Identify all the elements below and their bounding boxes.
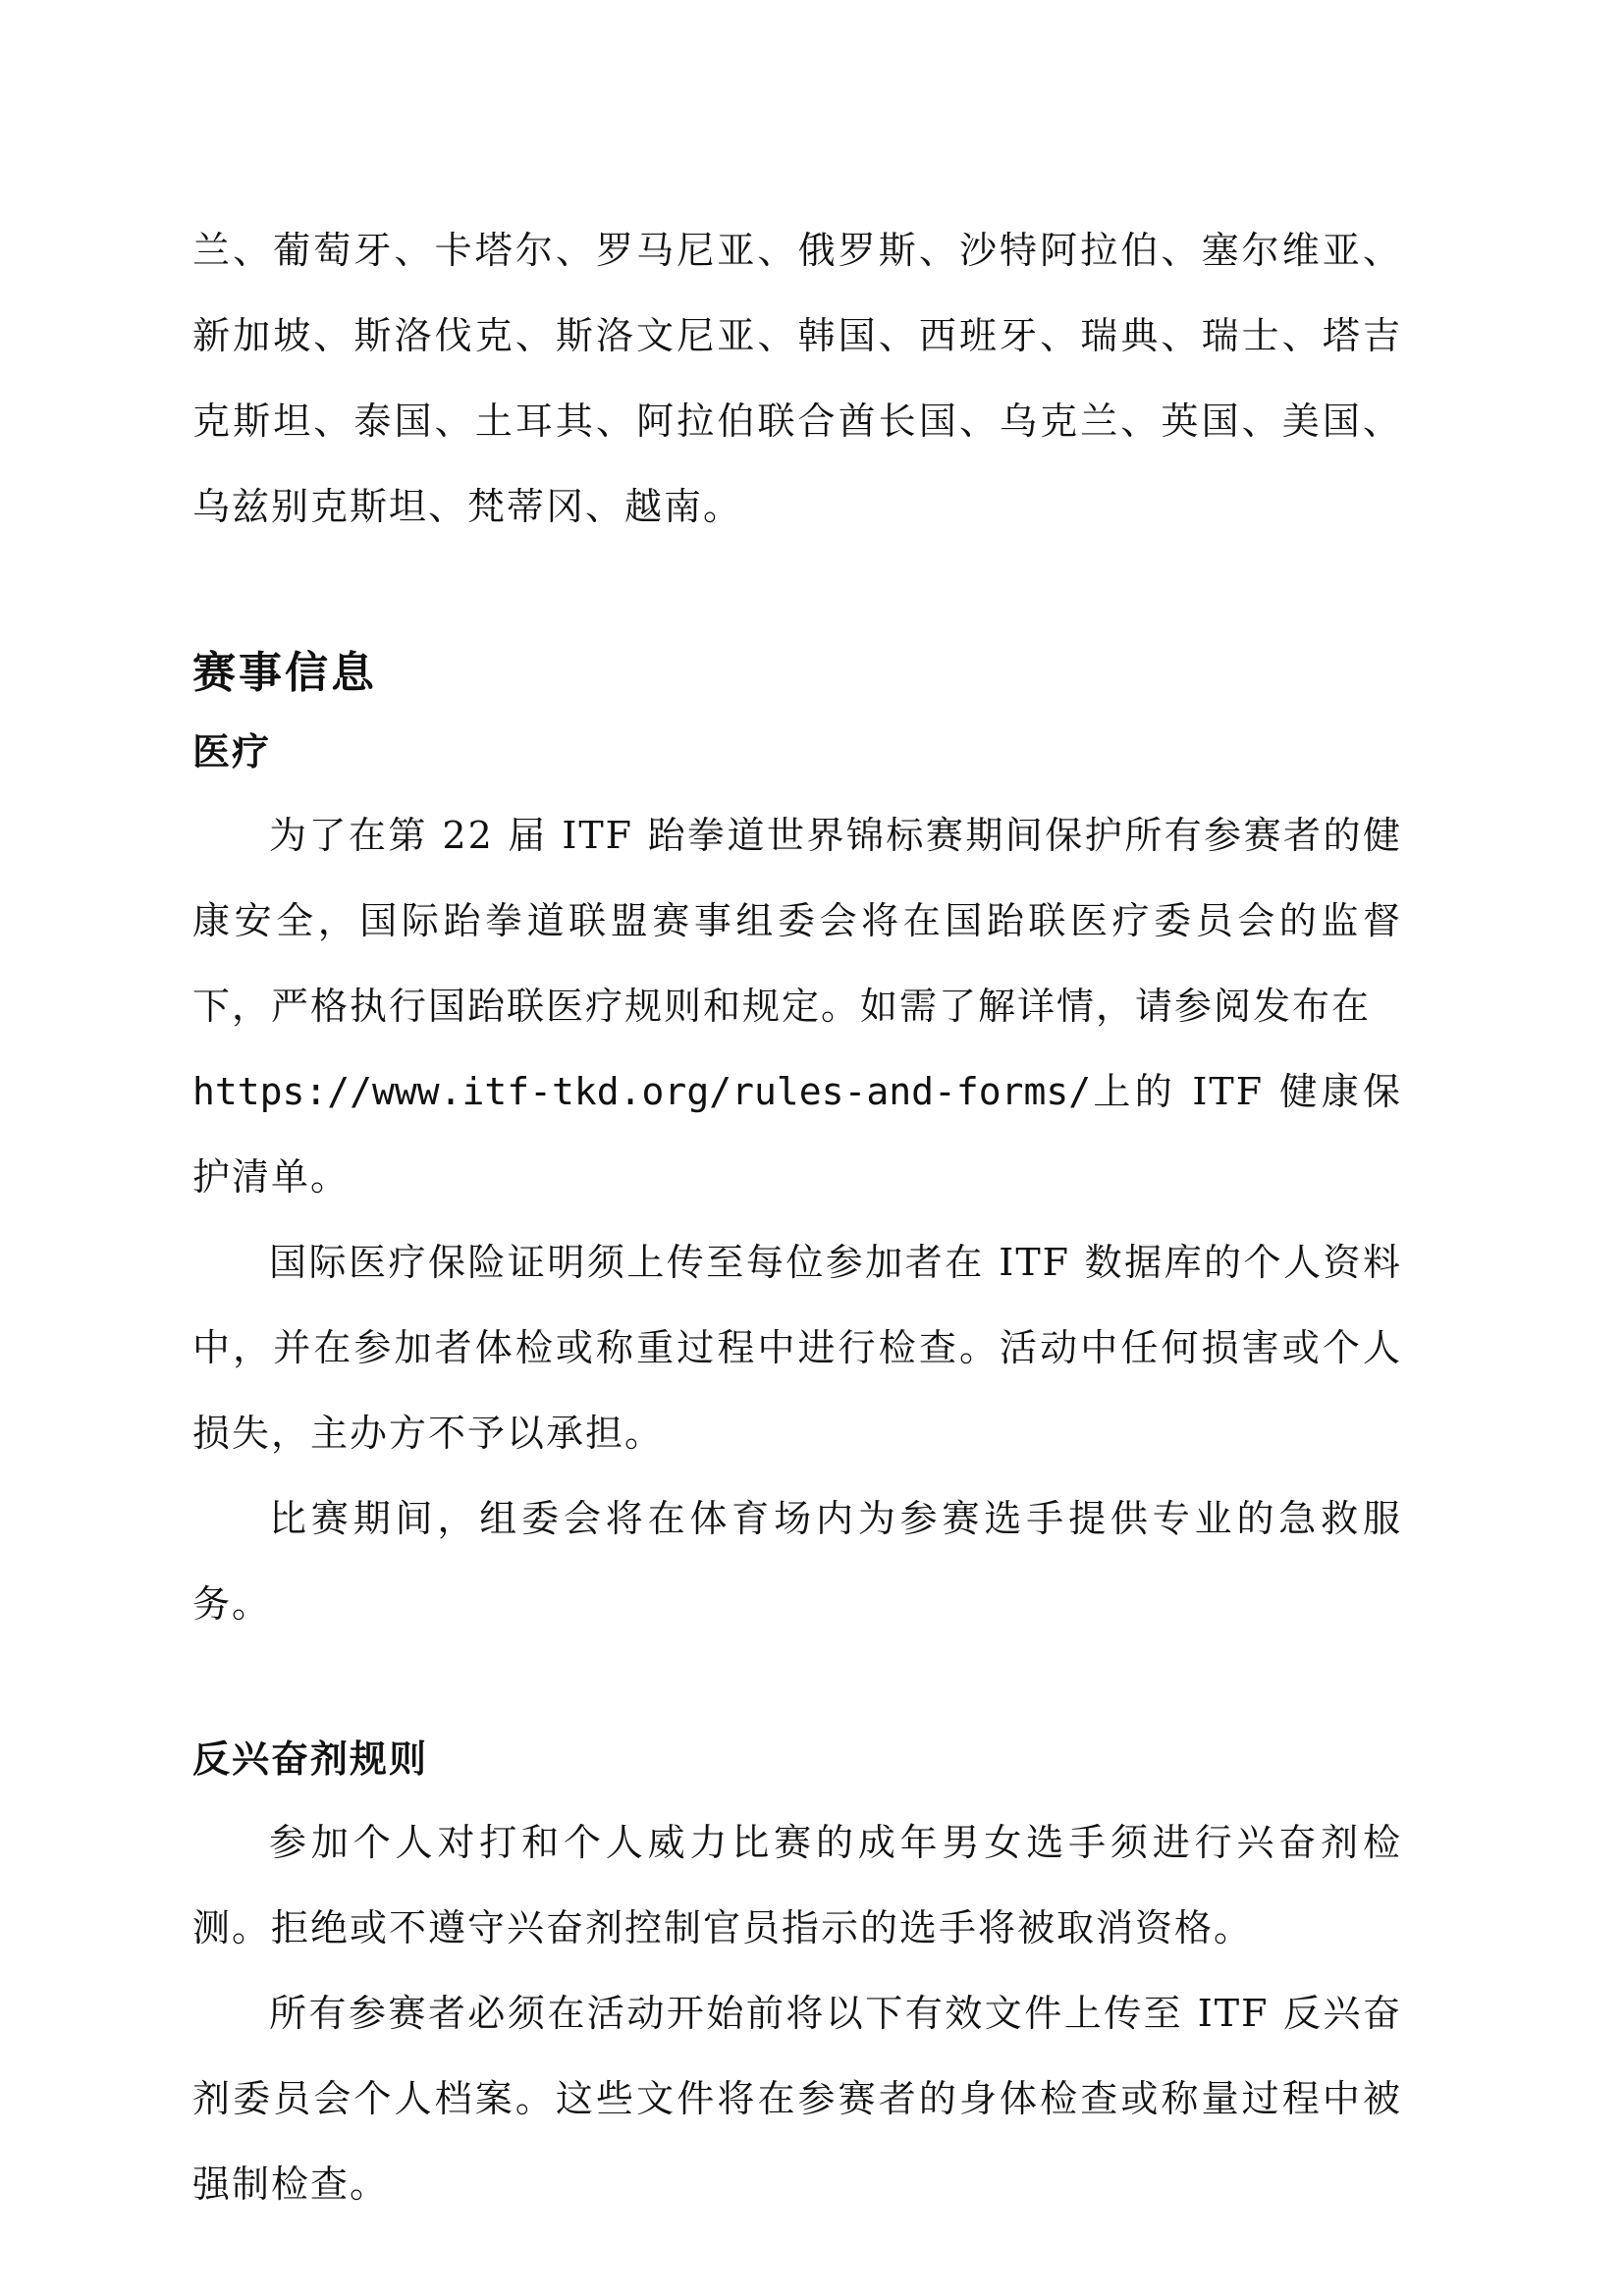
health-checklist-link[interactable]: https://www.itf-tkd.org/rules-and-forms/ [192,1070,1092,1113]
countries-list-paragraph: 兰、葡萄牙、卡塔尔、罗马尼亚、俄罗斯、沙特阿拉伯、塞尔维亚、新加坡、斯洛伐克、斯洛文尼亚、韩国、西班牙、瑞典、瑞士、塔吉克斯坦、泰国、土耳其、阿拉伯联合酋长国、乌克兰、英国、美国、乌兹别克斯坦、梵蒂冈、越南。 [192,229,1402,528]
anti-doping-paragraph-1: 参加个人对打和个人威力比赛的成年男女选手须进行兴奋剂检测。拒绝或不遵守兴奋剂控制官员指示的选手将被取消资格。 [192,1821,1402,1949]
spacer [192,550,1402,644]
medical-paragraph-1-suffix: 上的 ITF 健康保护清单。 [192,1070,1402,1199]
medical-paragraph-3: 比赛期间，组委会将在体育场内为参赛选手提供专业的急救服务。 [192,1497,1402,1626]
anti-doping-paragraph-2: 所有参赛者必须在活动开始前将以下有效文件上传至 ITF 反兴奋剂委员会个人档案。这些文件将在参赛者的身体检查或称量过程中被强制检查。 [192,1992,1402,2206]
medical-paragraph-1 [192,793,1402,1220]
medical-paragraph-1-text: 为了在第 22 届 ITF 跆拳道世界锦标赛期间保护所有参赛者的健康安全，国际跆拳道联盟赛事组委会将在国跆联医疗委员会的监督下，严格执行国跆联医疗规则和规定。如需了解详情，请参阅发布在 [192,814,1402,1028]
spacer [192,777,1402,793]
spacer [192,1785,1402,1800]
subsection-title-medical: 医疗 [192,730,272,774]
spacer [192,703,1402,726]
spacer [192,1647,1402,1734]
subsection-title-anti-doping: 反兴奋剂规则 [192,1737,429,1781]
page-content [192,208,1402,2227]
medical-paragraph-2: 国际医疗保险证明须上传至每位参加者在 ITF 数据库的个人资料中，并在参加者体检或称重过程中进行检查。活动中任何损害或个人损失，主办方不予以承担。 [192,1241,1402,1455]
section-title-event-info: 赛事信息 [192,648,377,698]
